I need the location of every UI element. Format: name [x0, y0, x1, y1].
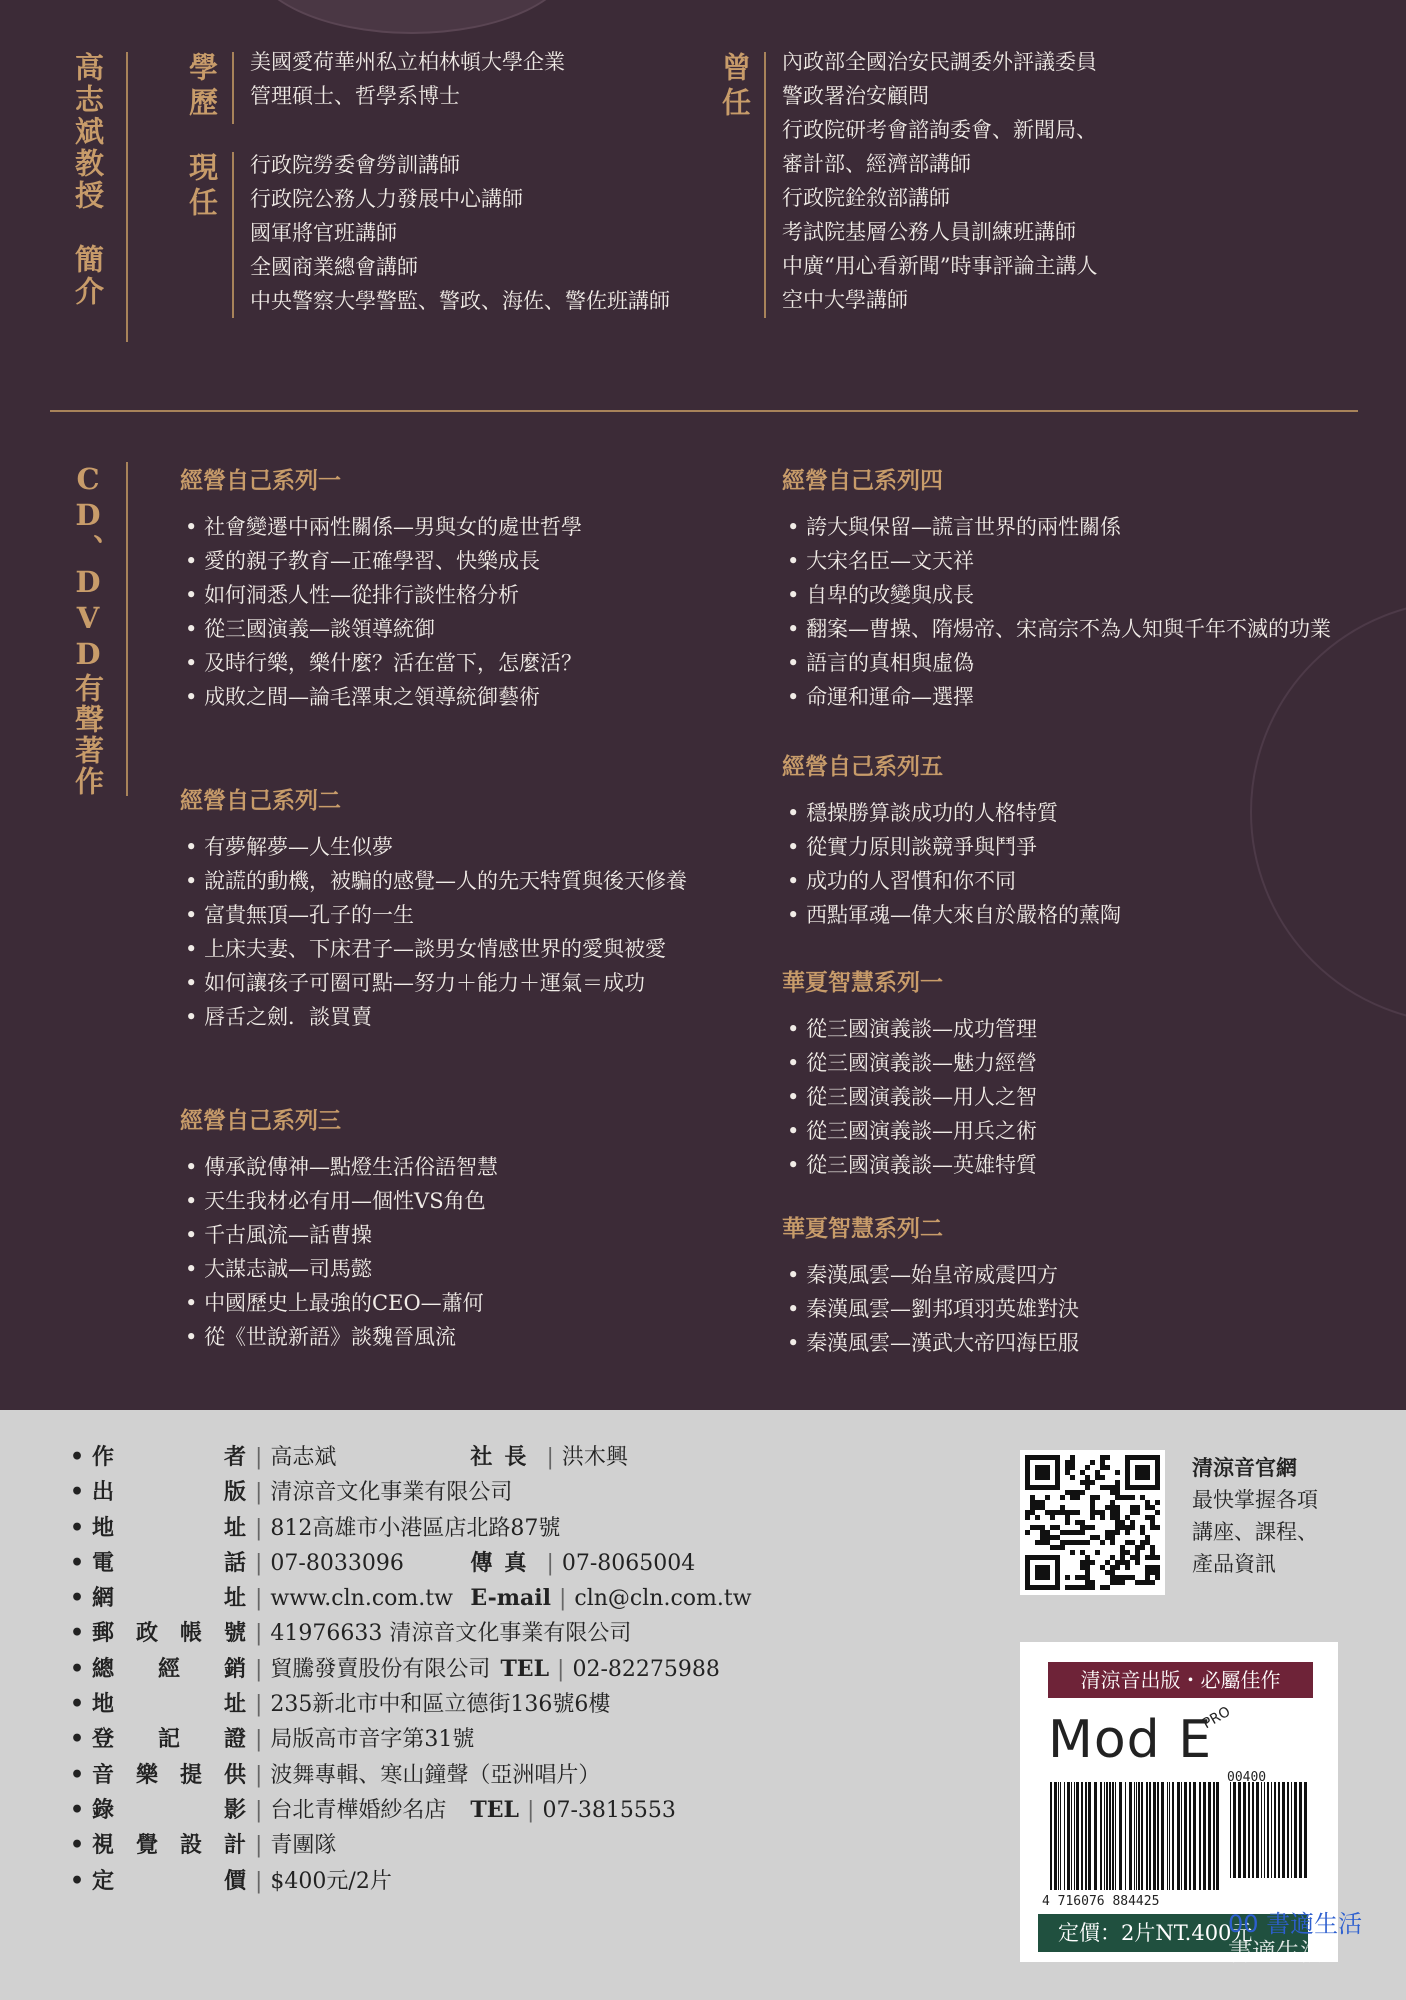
series-item: • 從三國演義談—英雄特質 [787, 1148, 1037, 1182]
bullet: • [70, 1761, 85, 1788]
series-title: 華夏智慧系列二 [782, 1215, 943, 1242]
info-row [70, 1828, 752, 1863]
series-item: • 傳承說傳神—點燈生活俗語智慧 [185, 1150, 498, 1184]
info-label: 視 覺 設 計 [92, 1832, 247, 1859]
series-item: • 大宋名臣—文天祥 [787, 544, 1331, 578]
separator: | [546, 1445, 554, 1470]
series-items [185, 1150, 498, 1354]
education-line: 管理碩士、哲學系博士 [250, 84, 460, 108]
series-title: 華夏智慧系列一 [782, 969, 943, 996]
separator: | [557, 1656, 565, 1682]
info-value: 青團隊 [270, 1833, 337, 1859]
publication-info-section [0, 1410, 1406, 2000]
barcode-number: 4 716076 884425 [1042, 1894, 1160, 1909]
series-item: • 說謊的動機，被騙的感覺—人的先天特質與後天修養 [185, 864, 687, 898]
bullet: • [70, 1832, 85, 1859]
watermark-text: 書適生活 [1228, 1938, 1324, 1966]
info-value: 02-82275988 [572, 1656, 720, 1682]
bullet: • [70, 1726, 85, 1753]
info-row [70, 1616, 752, 1651]
current-position: 行政院公務人力發展中心講師 [250, 187, 523, 211]
divider-line [126, 52, 128, 342]
bullet: • [70, 1514, 85, 1541]
info-value: 局版高市音字第31號 [270, 1727, 475, 1753]
publisher-banner: 清涼音出版・必屬佳作 [1048, 1662, 1313, 1698]
info-label: TEL [500, 1655, 550, 1682]
series-item: • 翻案—曹操、隋煬帝、宋高宗不為人知與千年不滅的功業 [787, 612, 1331, 646]
info-row [70, 1793, 752, 1828]
series-items [787, 510, 1331, 714]
series-item: • 成功的人習慣和你不同 [787, 864, 1121, 898]
bullet: • [70, 1796, 85, 1823]
former-position: 內政部全國治安民調委外評議委員 [782, 50, 1097, 74]
series-item: • 愛的親子教育—正確學習、快樂成長 [185, 544, 582, 578]
series-item: • 從實力原則談競爭與鬥爭 [787, 830, 1121, 864]
former-position: 行政院銓敘部講師 [782, 186, 950, 210]
series-title: 經營自己系列二 [180, 787, 341, 814]
info-row [70, 1864, 752, 1899]
series-item: • 如何洞悉人性—從排行談性格分析 [185, 578, 582, 612]
former-positions-list [782, 45, 1097, 317]
series-item: • 社會變遷中兩性關係—男與女的處世哲學 [185, 510, 582, 544]
series-item: • 上床夫妻、下床君子—談男女情感世界的愛與被愛 [185, 932, 687, 966]
former-position: 警政署治安顧問 [782, 84, 929, 108]
qr-caption-line: 產品資訊 [1192, 1552, 1276, 1576]
info-value: 812高雄市小港區店北路87號 [270, 1515, 561, 1541]
series-item: • 及時行樂，樂什麼？活在當下，怎麼活？ [185, 646, 582, 680]
audio-works-title: CD、DVD有聲著作 [71, 462, 105, 797]
bullet: • [70, 1867, 85, 1894]
info-value: 07-3815553 [542, 1797, 676, 1823]
series-item: • 誇大與保留—謊言世界的兩性關係 [787, 510, 1331, 544]
series-item: • 秦漢風雲—漢武大帝四海臣服 [787, 1326, 1079, 1360]
author-profile-title: 高志斌教授 簡介 [71, 52, 105, 308]
info-row [70, 1581, 752, 1616]
separator: | [255, 1692, 263, 1718]
series-item: • 從三國演義談—用人之智 [787, 1080, 1037, 1114]
qr-caption-title: 清涼音官網 [1192, 1455, 1297, 1480]
info-value: 235新北市中和區立德街136號6樓 [270, 1692, 611, 1718]
divider-line [232, 52, 234, 124]
series-item: • 語言的真相與虛偽 [787, 646, 1331, 680]
watermark-text: 00 書適生活 [1228, 1910, 1363, 1938]
separator: | [255, 1868, 263, 1894]
series-item: • 從三國演義—談領導統御 [185, 612, 582, 646]
series-item: • 大謀志誠—司馬懿 [185, 1252, 498, 1286]
series-item: • 有夢解夢—人生似夢 [185, 830, 687, 864]
info-label: 音 樂 提 供 [92, 1761, 247, 1788]
current-position: 中央警察大學警監、警政、海佐、警佐班講師 [250, 289, 670, 313]
info-label: TEL [470, 1796, 520, 1823]
info-value: 貿騰發賣股份有限公司 [270, 1656, 491, 1682]
series-item: • 自卑的改變與成長 [787, 578, 1331, 612]
info-value: 07-8033096 [270, 1550, 404, 1576]
series-item: • 唇舌之劍．談買賣 [185, 1000, 687, 1034]
separator: | [255, 1797, 263, 1823]
info-value: www.cln.com.tw [270, 1586, 453, 1612]
bullet: • [70, 1620, 85, 1647]
series-items [787, 1258, 1079, 1360]
separator: | [255, 1550, 263, 1576]
education-label: 學歷 [185, 52, 219, 122]
qr-caption [1192, 1452, 1318, 1580]
separator: | [255, 1586, 263, 1612]
former-position: 審計部、經濟部講師 [782, 152, 971, 176]
series-item: • 如何讓孩子可圈可點—努力＋能力＋運氣＝成功 [185, 966, 687, 1000]
separator: | [558, 1586, 567, 1612]
current-position: 全國商業總會講師 [250, 255, 418, 279]
series-item: • 千古風流—話曹操 [185, 1218, 498, 1252]
info-label: 社長 [470, 1444, 539, 1470]
series-item: • 從《世說新語》談魏晉風流 [185, 1320, 498, 1354]
info-label: 地 址 [92, 1514, 247, 1541]
info-value: 41976633 清涼音文化事業有限公司 [270, 1621, 632, 1647]
divider-line [126, 462, 128, 796]
divider-line [232, 152, 234, 318]
info-value: $400元/2片 [270, 1868, 392, 1894]
info-label: 地 址 [92, 1691, 247, 1718]
separator: | [255, 1480, 263, 1506]
series-title: 經營自己系列五 [782, 753, 943, 780]
current-position: 行政院勞委會勞訓講師 [250, 153, 460, 177]
info-value: 洪木興 [561, 1445, 628, 1470]
separator: | [255, 1656, 263, 1682]
series-item: • 秦漢風雲—劉邦項羽英雄對決 [787, 1292, 1079, 1326]
series-item: • 從三國演義談—用兵之術 [787, 1114, 1037, 1148]
barcode-addon: 00400 [1227, 1770, 1267, 1785]
info-row [70, 1440, 752, 1475]
series-items [185, 510, 582, 714]
bullet: • [70, 1655, 85, 1682]
series-item: • 天生我材必有用—個性VS角色 [185, 1184, 498, 1218]
section-divider [50, 410, 1358, 412]
separator: | [255, 1445, 263, 1470]
series-title: 經營自己系列一 [180, 467, 341, 494]
info-label: 定 價 [92, 1867, 247, 1894]
former-position: 中廣“用心看新聞”時事評論主講人 [782, 254, 1098, 278]
info-row [70, 1475, 752, 1510]
current-position: 國軍將官班講師 [250, 221, 397, 245]
info-label: 錄 影 [92, 1796, 247, 1823]
bullet: • [70, 1691, 85, 1718]
info-label: 電 話 [92, 1549, 247, 1576]
series-item: • 秦漢風雲—始皇帝威震四方 [787, 1258, 1079, 1292]
former-position: 空中大學講師 [782, 288, 908, 312]
series-item: • 西點軍魂—偉大來自於嚴格的薰陶 [787, 898, 1121, 932]
separator: | [527, 1797, 535, 1823]
qr-code[interactable] [1020, 1450, 1165, 1595]
info-label: 出 版 [92, 1479, 247, 1506]
info-row [70, 1511, 752, 1546]
former-positions-label: 曾任 [718, 52, 752, 122]
current-positions-list [250, 148, 670, 318]
bullet: • [70, 1549, 85, 1576]
former-position: 考試院基層公務人員訓練班講師 [782, 220, 1076, 244]
barcode-graphic [1050, 1782, 1310, 1892]
info-row [70, 1722, 752, 1757]
info-label: 作 者 [92, 1444, 247, 1470]
series-items [787, 1012, 1037, 1182]
separator: | [255, 1621, 263, 1647]
series-item: • 從三國演義談—成功管理 [787, 1012, 1037, 1046]
qr-caption-line: 講座、課程、 [1192, 1520, 1318, 1544]
brand-logo: Mod E [1048, 1710, 1213, 1770]
education-list [250, 45, 565, 113]
bullet: • [70, 1444, 85, 1470]
series-item: • 從三國演義談—魅力經營 [787, 1046, 1037, 1080]
info-value: 清涼音文化事業有限公司 [270, 1480, 513, 1506]
series-items [185, 830, 687, 1034]
separator: | [546, 1550, 554, 1576]
info-value: 高志斌 [270, 1445, 337, 1470]
qr-caption-line: 最快掌握各項 [1192, 1488, 1318, 1512]
bullet: • [70, 1479, 85, 1506]
divider-line [764, 52, 766, 318]
info-label: 總 經 銷 [92, 1655, 247, 1682]
series-item: • 富貴無頂—孔子的一生 [185, 898, 687, 932]
brand-superscript: PRO [1199, 1703, 1234, 1733]
info-row [70, 1652, 752, 1687]
series-item: • 成敗之間—論毛澤東之領導統御藝術 [185, 680, 582, 714]
info-row [70, 1546, 752, 1581]
info-value: 波舞專輯、寒山鐘聲（亞洲唱片） [270, 1762, 601, 1788]
info-row [70, 1758, 752, 1793]
series-item: • 中國歷史上最強的CEO—蕭何 [185, 1286, 498, 1320]
qr-code-graphic [1020, 1450, 1165, 1595]
separator: | [255, 1833, 263, 1859]
info-value: cln@cln.com.tw [574, 1586, 752, 1612]
info-label: E-mail [470, 1585, 551, 1612]
education-line: 美國愛荷華州私立柏林頓大學企業 [250, 50, 565, 74]
price-tag: 定價：2片NT.400元 [1038, 1914, 1308, 1952]
decorative-arc [250, 0, 574, 34]
info-value: 07-8065004 [561, 1550, 696, 1576]
info-value: 台北青樺婚紗名店 [270, 1797, 447, 1823]
separator: | [255, 1727, 263, 1753]
series-item: • 穩操勝算談成功的人格特質 [787, 796, 1121, 830]
info-row [70, 1687, 752, 1722]
series-title: 經營自己系列三 [180, 1107, 341, 1134]
series-items [787, 796, 1121, 932]
bullet: • [70, 1585, 85, 1612]
info-label: 登 記 證 [92, 1726, 247, 1753]
publication-info-list [70, 1440, 752, 1899]
former-position: 行政院研考會諮詢委會、新聞局、 [782, 118, 1097, 142]
separator: | [255, 1515, 263, 1541]
series-title: 經營自己系列四 [782, 467, 943, 494]
info-label: 傳真 [470, 1549, 539, 1576]
info-label: 郵 政 帳 號 [92, 1620, 247, 1647]
info-label: 網 址 [92, 1585, 247, 1612]
series-item: • 命運和運命—選擇 [787, 680, 1331, 714]
current-positions-label: 現任 [185, 152, 219, 222]
separator: | [255, 1762, 263, 1788]
